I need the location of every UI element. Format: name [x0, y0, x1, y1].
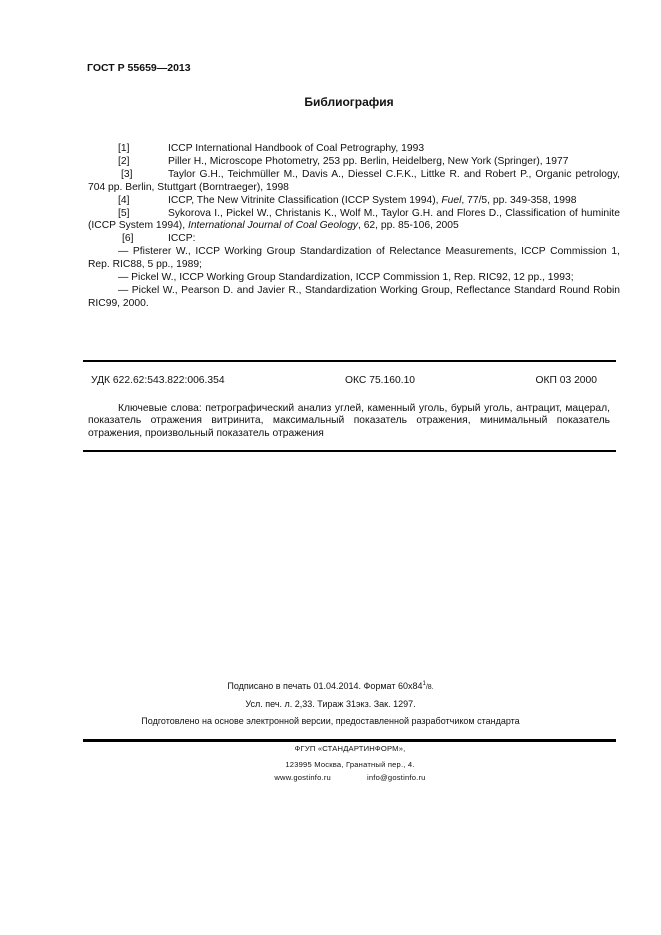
standard-id: ГОСТ Р 55659—2013: [87, 62, 191, 74]
bib-text: Taylor G.H., Teichmüller M., Davis A., Diessel C.F.K., Littke R. and Robert P., Organic petrology, 704 pp. Berlin, Stuttgart (Borntraeger), 1998: [88, 168, 620, 193]
bibliography-list: [88, 143, 620, 311]
divider-keywords: [83, 450, 616, 452]
bib-text: Sykorova I., Pickel W., Christanis K., Wolf M., Taylor G.H. and Flores D., Classification of huminite (ICCP System 1994),: [88, 207, 620, 232]
publisher-email[interactable]: info@gostinfo.ru: [366, 773, 426, 782]
divider-publisher: [83, 739, 616, 742]
iccp-subref-3: — Pickel W., Pearson D. and Javier R., Standardization Working Group, Reflectance Standard Round Robin RIC99, 2000.: [88, 284, 620, 309]
format-superscript: 1: [422, 681, 426, 687]
iccp-subref-1: — Pfisterer W., ICCP Working Group Standardization of Relectance Measurements, ICCP Commission 1, Rep. RIC88, 5 pp., 1989;: [88, 246, 620, 271]
publisher-address: 123995 Москва, Гранатный пер., 4.: [285, 760, 415, 769]
section-title: Библиография: [304, 95, 394, 109]
signed-for-print: [0, 681, 661, 691]
bib-entry-5: [88, 208, 620, 234]
print-info: Усл. печ. л. 2,33. Тираж 31экз. Зак. 1297.: [245, 699, 416, 709]
bib-text-tail: , 77/5, pp. 349-358, 1998: [461, 194, 577, 206]
bib-number: [1]: [118, 143, 130, 154]
publisher-contacts: [0, 773, 661, 782]
bib-text: Piller H., Microscope Photometry, 253 pp. Berlin, Heidelberg, New York (Springer), 1977: [168, 155, 569, 167]
iccp-subref-2: — Pickel W., ICCP Working Group Standardization, ICCP Commission 1, Rep. RIC92, 12 pp., 1993;: [118, 272, 574, 284]
bib-number: [6]: [122, 233, 134, 245]
oks-code: ОКС 75.160.10: [345, 375, 416, 386]
publisher-name: ФГУП «СТАНДАРТИНФОРМ»,: [294, 744, 406, 753]
bib-entry-3: [88, 169, 620, 195]
bib-text: ICCP, The New Vitrinite Classification (ICCP System 1994),: [168, 194, 442, 206]
bib-number: [2]: [118, 155, 130, 167]
divider-top: [83, 360, 616, 362]
bib-text-tail: , 62, pp. 85-106, 2005: [357, 220, 459, 232]
udk-code: УДК 622.62:543.822:006.354: [91, 375, 225, 386]
prepared-note: Подготовлено на основе электронной версии, предоставленной разработчиком стандарта: [141, 716, 520, 726]
bib-entry-4: [88, 195, 620, 208]
bib-text: ICCP International Handbook of Coal Petrography, 1993: [168, 143, 425, 154]
journal-name: International Journal of Coal Geology: [187, 220, 358, 232]
bib-number: [5]: [118, 207, 130, 219]
publisher-website[interactable]: www.gostinfo.ru: [274, 773, 331, 782]
journal-name: Fuel: [441, 194, 462, 206]
okp-code: ОКП 03 2000: [535, 375, 597, 386]
signed-text: Подписано в печать 01.04.2014. Формат 60х84: [227, 681, 423, 691]
bib-text: ICCP:: [168, 233, 196, 245]
bib-entry-6: [88, 233, 620, 246]
classification-codes: [91, 375, 597, 386]
keywords: Ключевые слова: петрографический анализ углей, каменный уголь, бурый уголь, антрацит, мацерал, показатель отражения витринита, максимальный показатель отражения, минимальный показатель отражения, произвольный показатель отражения: [88, 403, 610, 439]
bib-entry-1: [88, 143, 620, 156]
bib-number: [4]: [118, 194, 130, 206]
bib-entry-2: [88, 156, 620, 169]
format-subscript: /8.: [425, 684, 434, 691]
bib-number: [3]: [121, 168, 133, 180]
